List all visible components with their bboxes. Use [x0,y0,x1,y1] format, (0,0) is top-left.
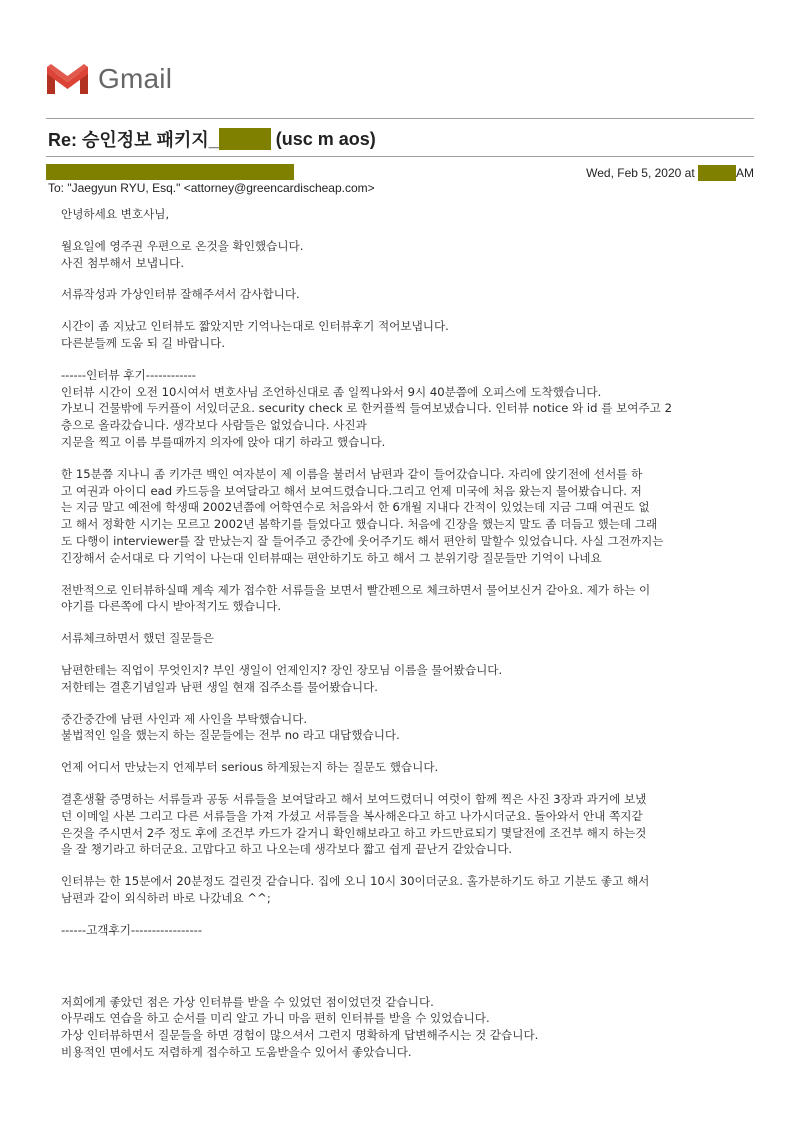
body-paragraph [61,286,751,303]
body-line: 도 다행이 interviewer를 잘 만났는지 잘 들어주고 중간에 웃어주기도 해서 편안히 말할수 있었습니다. 사실 그전까지는 [61,533,664,548]
from-row [46,163,754,181]
body-line: 월요일에 영주권 우편으로 온것을 확인했습니다. [61,238,304,253]
body-line: 는 지금 말고 예전에 학생때 2002년쯤에 어학연수로 처음와서 한 6개월 지내다 간적이 있었는데 지금 그때 여권도 없 [61,500,650,515]
body-line: 서류체크하면서 했던 질문들은 [61,631,214,646]
body-paragraph [61,759,751,776]
body-line: 저한테는 결혼기념일과 남편 생일 현재 집주소를 물어봤습니다. [61,679,378,694]
body-paragraph [61,873,751,907]
body-line: 은것을 주시면서 2주 정도 후에 조건부 카드가 갈거니 확인해보라고 하고 카드만료되기 몇달전에 조건부 해지 하는것 [61,825,647,840]
body-line: 인터뷰 시간이 오전 10시여서 변호사님 조언하신대로 좀 일찍나와서 9시 40분쯤에 오피스에 도착했습니다. [61,384,602,399]
body-line: 결혼생활 증명하는 서류들과 공동 서류들을 보여달라고 해서 보여드렸더니 여럿이 함께 찍은 사진 3장과 과거에 보냈 [61,791,647,806]
body-line: 층으로 올라갔습니다. 생각보다 사람들은 없었습니다. 사진과 [61,418,367,433]
body-line: ------고객후기----------------- [61,922,203,937]
to-line: To: "Jaegyun RYU, Esq." <attorney@greencardischeap.com> [48,181,375,195]
body-paragraph [61,206,751,223]
email-date [586,165,754,181]
body-line: 서류작성과 가상인터뷰 잘해주셔서 감사합니다. [61,287,300,302]
body-paragraph [61,711,751,745]
body-paragraph [61,662,751,696]
body-line: 가보니 건물밖에 두커플이 서있더군요. security check 로 한커플씩 들여보냈습니다. 인터뷰 notice 와 id 를 보여주고 2 [61,401,672,416]
subject-suffix: (usc m aos) [270,128,376,149]
body-paragraph [61,630,751,647]
subject-divider [46,156,754,157]
body-line: 가상 인터뷰하면서 질문들을 하면 경험이 많으셔서 그런지 명확하게 답변해주시는 것 같습니다. [61,1028,539,1043]
body-line: 인터뷰는 한 15분에서 20분정도 걸린것 같습니다. 집에 오니 10시 30이더군요. 홀가분하기도 하고 기분도 좋고 해서 [61,874,650,889]
body-line: 을 잘 챙기라고 하더군요. 고맙다고 하고 나오는데 생각보다 짧고 쉽게 끝난거 같았습니다. [61,842,513,857]
body-line: 저희에게 좋았던 점은 가상 인터뷰를 받을 수 있었던 점이었던것 같습니다. [61,994,434,1009]
body-line: 언제 어디서 만났는지 언제부터 serious 하게됬는지 하는 질문도 했습니다. [61,760,439,775]
body-paragraph [61,791,751,858]
body-line: 아무래도 연습을 하고 순서를 미리 알고 가니 마음 편히 인터뷰를 받을 수 있었습니다. [61,1011,490,1026]
body-paragraph [61,367,751,451]
body-line: 사진 첨부해서 보냅니다. [61,255,185,270]
body-paragraph [61,922,751,939]
gmail-m-icon [46,63,89,95]
body-line: 다른분들께 도움 되 길 바랍니다. [61,335,226,350]
body-line: 남편과 같이 외식하러 바로 나갔네요 ^^; [61,890,271,905]
body-line: 안녕하세요 변호사님, [61,207,170,221]
body-line: 던 이메일 사본 그리고 다른 서류들을 가져 가셨고 서류들을 복사해온다고 하고 나가시더군요. 돌아와서 안내 쪽지같 [61,808,643,823]
body-line: 고 여권과 아이디 ead 카드등을 보여달라고 해서 보여드렸습니다.그리고 언제 미국에 처음 왔는지 물어봤습니다. 저 [61,483,642,498]
body-line: ------인터뷰 후기------------ [61,367,196,382]
body-paragraph [61,994,751,1061]
body-paragraph [61,238,751,272]
date-prefix: Wed, Feb 5, 2020 at [586,166,698,180]
body-line: 전반적으로 인터뷰하실때 계속 제가 접수한 서류들을 보면서 빨간펜으로 체크하면서 물어보신거 같아요. 제가 하는 이 [61,582,651,597]
body-line: 중간중간에 남편 사인과 제 사인을 부탁했습니다. [61,711,308,726]
body-line: 지문을 찍고 이름 부를때까지 의자에 앉아 대기 하라고 했습니다. [61,434,386,449]
header-divider [46,118,754,119]
gmail-wordmark: Gmail [98,63,173,94]
redacted-name-block [219,128,271,150]
redacted-sender-block [46,164,294,180]
gmail-logo [46,62,172,96]
body-paragraph [61,582,751,616]
email-body [61,206,751,1076]
body-line: 한 15분쯤 지나니 좀 키가큰 백인 여자분이 제 이름을 불러서 남편과 같이 들어갔습니다. 자리에 앉기전에 선서를 하 [61,466,643,481]
body-line: 비용적인 면에서도 저렴하게 접수하고 도움받을수 있어서 좋았습니다. [61,1044,412,1059]
subject-prefix: Re: 승인정보 패키지_ [48,130,219,150]
body-line: 고 해서 정확한 시기는 모르고 2002년 봄학기를 들었다고 했습니다. 처음에 긴장을 했는지 말도 좀 더듬고 했는데 그래 [61,517,658,532]
body-paragraph [61,466,751,567]
body-line: 불법적인 일을 했는지 하는 질문들에는 전부 no 라고 대답했습니다. [61,728,400,743]
body-line: 시간이 좀 지났고 인터뷰도 짧았지만 기억나는대로 인터뷰후기 적어보냅니다. [61,319,449,334]
body-line: 남편한테는 직업이 무엇인지? 부인 생일이 언제인지? 장인 장모님 이름을 물어봤습니다. [61,662,503,677]
body-line: 긴장해서 순서대로 다 기억이 나는대 인터뷰때는 편안하기도 하고 해서 그 분위기랑 질문들만 기억이 나네요 [61,550,602,565]
redacted-time-block [698,165,736,181]
body-line: 야기를 다른쪽에 다시 받아적기도 했습니다. [61,599,282,614]
body-paragraph [61,318,751,352]
date-suffix: AM [736,166,754,180]
email-subject [48,126,376,152]
